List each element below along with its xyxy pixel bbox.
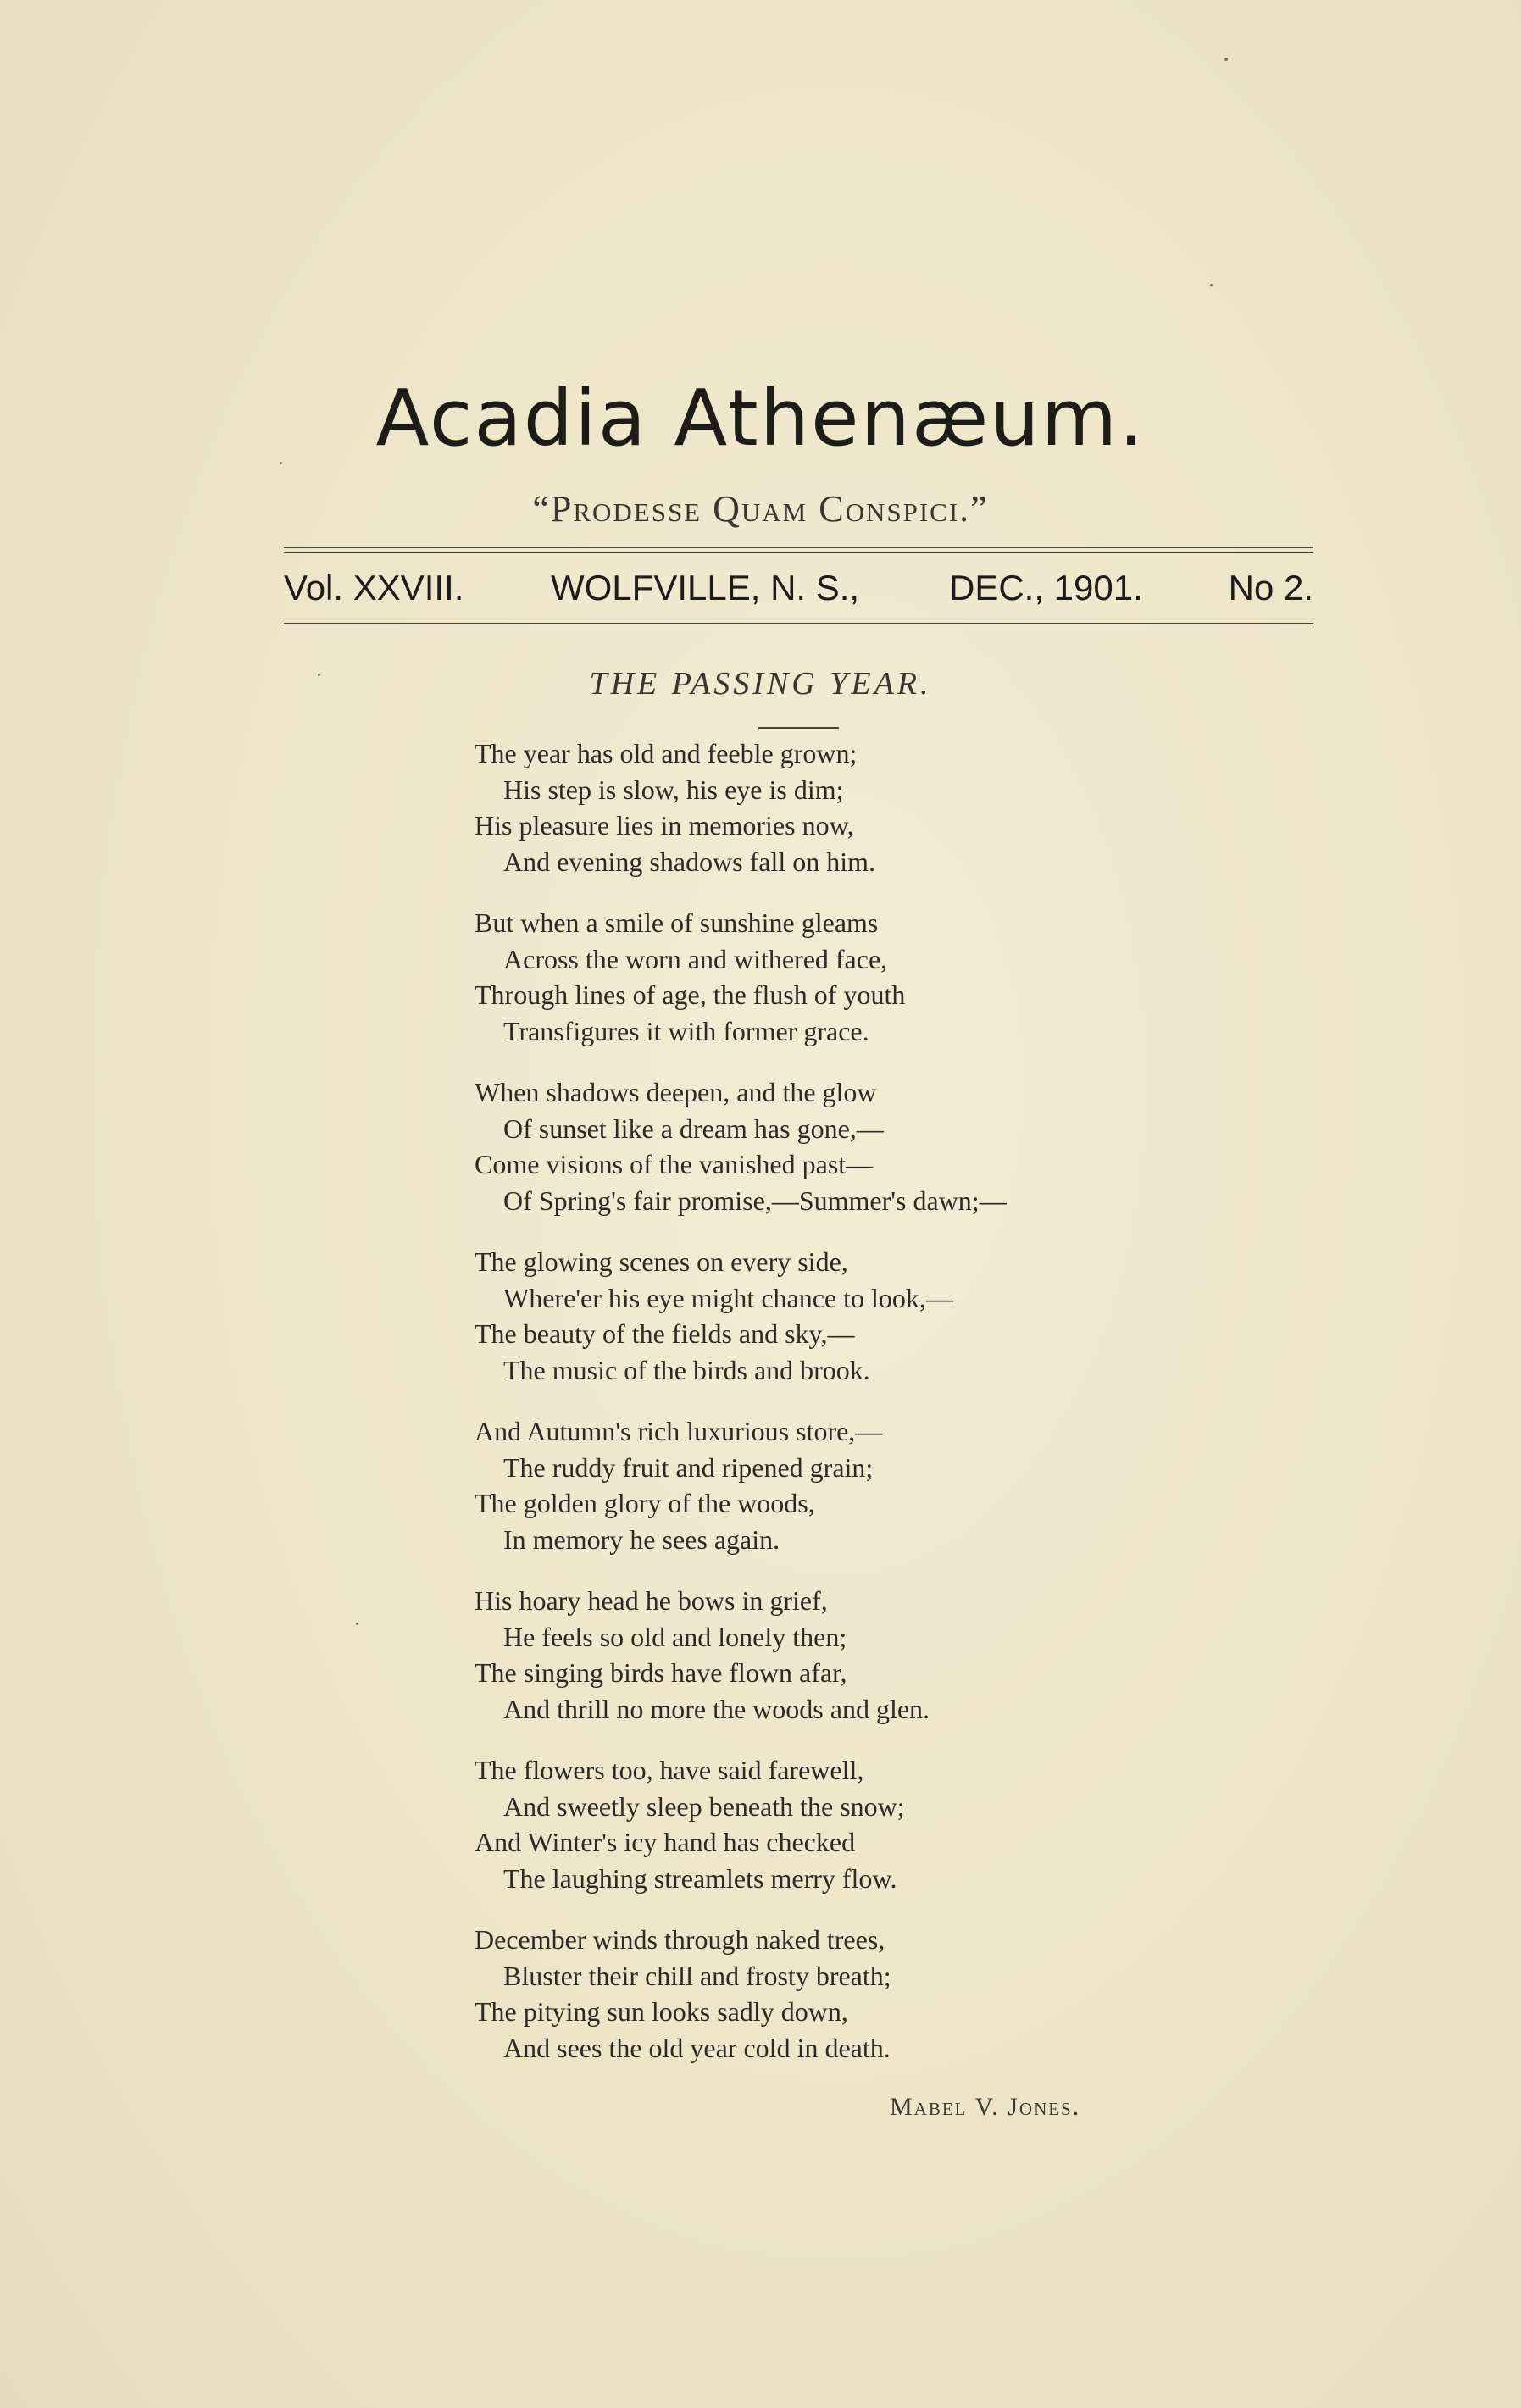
poem-stanza — [475, 1074, 1237, 1218]
poem-line: Transfigures it with former grace. — [503, 1015, 869, 1046]
poem-line: The singing birds have flown afar, — [475, 1657, 847, 1688]
poem-stanza — [475, 1244, 1237, 1388]
poem-body — [475, 735, 1237, 2091]
issue-date: DEC., 1901. — [949, 568, 1143, 608]
poem-stanza — [475, 1922, 1237, 2066]
poem-line: And Autumn's rich luxurious store,— — [475, 1416, 883, 1446]
poem-stanza — [475, 1413, 1237, 1557]
poem-line: The glowing scenes on every side, — [475, 1246, 848, 1277]
paper-speck — [1210, 284, 1213, 286]
poem-line: In memory he sees again. — [503, 1523, 780, 1555]
top-rule-inner — [284, 552, 1313, 553]
issue-place: WOLFVILLE, N. S., — [551, 568, 860, 608]
poem-line: The golden glory of the woods, — [475, 1488, 815, 1518]
poem-line: And sees the old year cold in death. — [503, 2032, 891, 2063]
poem-stanza — [475, 1583, 1237, 1727]
title-rule — [758, 727, 839, 729]
poem-line: And thrill no more the woods and glen. — [503, 1693, 930, 1724]
poem-line: The music of the birds and brook. — [503, 1354, 870, 1385]
poem-line: The pitying sun looks sadly down, — [475, 1996, 848, 2027]
bottom-rule — [284, 623, 1313, 624]
poem-stanza — [475, 735, 1237, 879]
poem-stanza — [475, 1752, 1237, 1896]
paper-speck — [356, 1623, 358, 1625]
poem-line: The year has old and feeble grown; — [475, 738, 858, 768]
poem-line: The ruddy fruit and ripened grain; — [503, 1451, 874, 1483]
poem-author: Mabel V. Jones. — [890, 2093, 1081, 2121]
poem-line: Across the worn and withered face, — [503, 943, 888, 974]
issue-number: No 2. — [1228, 568, 1313, 608]
poem-line: His hoary head he bows in grief, — [475, 1585, 828, 1616]
poem-line: Bluster their chill and frosty breath; — [503, 1960, 891, 1991]
poem-line: He feels so old and lonely then; — [503, 1621, 847, 1652]
poem-line: The flowers too, have said farewell, — [475, 1755, 864, 1785]
poem-line: And sweetly sleep beneath the snow; — [503, 1790, 905, 1822]
poem-line: Through lines of age, the flush of youth — [475, 979, 906, 1010]
poem-line: His step is slow, his eye is dim; — [503, 774, 844, 805]
poem-line: His pleasure lies in memories now, — [475, 810, 854, 841]
poem-line: But when a smile of sunshine gleams — [475, 907, 879, 938]
masthead-title: Acadia Athenæum. — [375, 373, 1146, 463]
issue-line — [284, 568, 1313, 619]
poem-line: When shadows deepen, and the glow — [475, 1077, 877, 1107]
poem-line: The laughing streamlets merry flow. — [503, 1862, 897, 1894]
volume-number: Vol. XXVIII. — [284, 568, 464, 608]
poem-line: And Winter's icy hand has checked — [475, 1827, 856, 1857]
poem-title: THE PASSING YEAR. — [589, 666, 932, 702]
poem-line: And evening shadows fall on him. — [503, 846, 876, 877]
paper-speck — [1224, 58, 1228, 61]
poem-line: Come visions of the vanished past— — [475, 1149, 874, 1179]
top-rule — [284, 547, 1313, 548]
poem-line: Of sunset like a dream has gone,— — [503, 1112, 884, 1144]
poem-line: Where'er his eye might chance to look,— — [503, 1282, 953, 1313]
masthead-motto: “Prodesse Quam Conspici.” — [532, 488, 989, 530]
poem-line: December winds through naked trees, — [475, 1924, 885, 1955]
poem-stanza — [475, 905, 1237, 1049]
poem-line: Of Spring's fair promise,—Summer's dawn;— — [503, 1185, 1007, 1216]
poem-line: The beauty of the fields and sky,— — [475, 1318, 855, 1349]
